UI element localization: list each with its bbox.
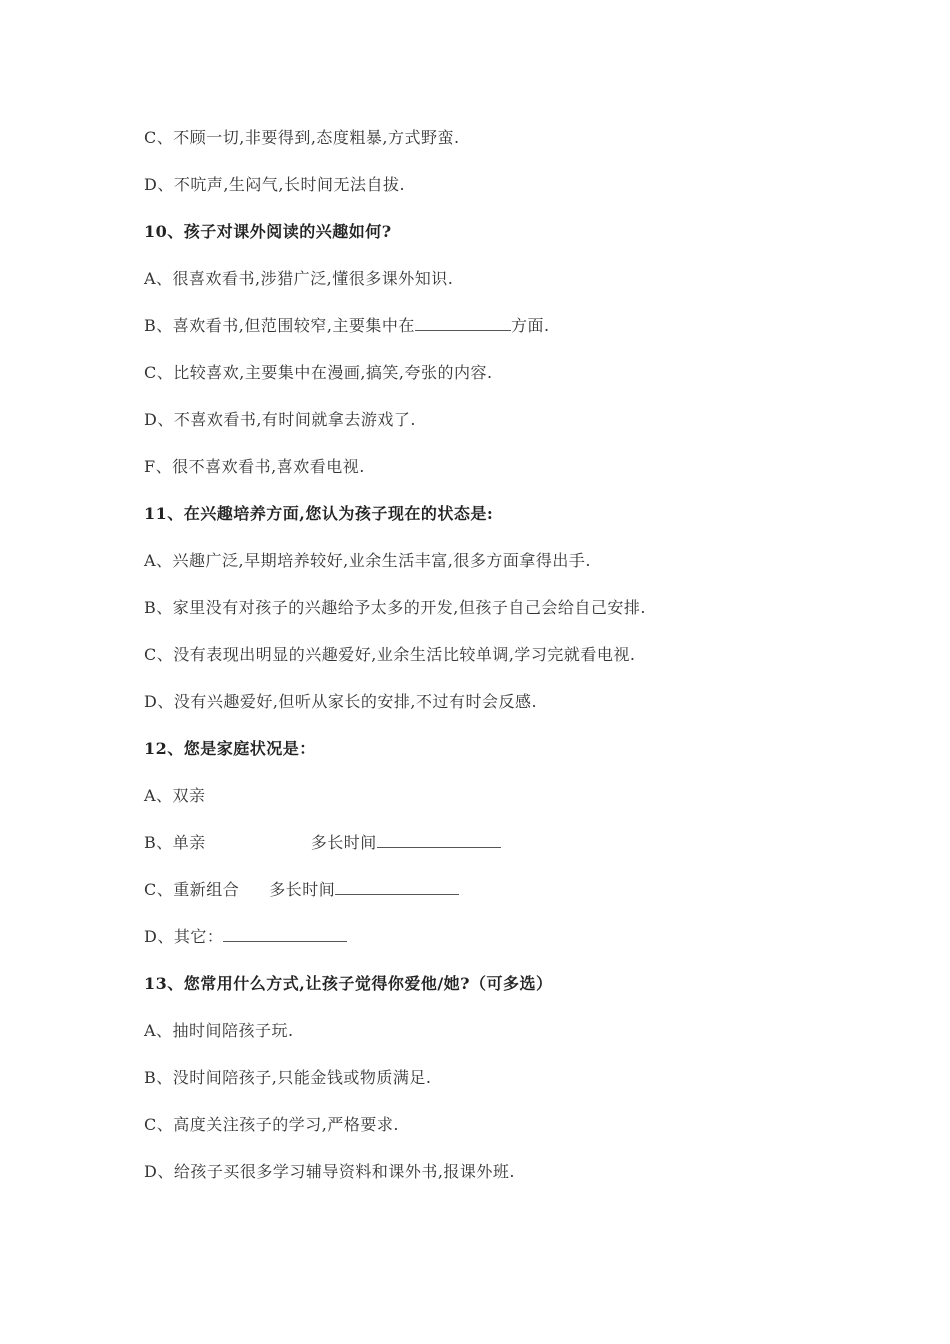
q10-option-b xyxy=(144,314,550,338)
q13-option-c: C、高度关注孩子的学习,严格要求. xyxy=(144,1115,399,1134)
q10-option-b-suffix: 方面. xyxy=(510,316,550,335)
q12-option-a: A、双亲 xyxy=(144,786,206,805)
q12-option-b-duration-label: 多长时间 xyxy=(310,833,377,852)
q11-option-c: C、没有表现出明显的兴趣爱好,业余生活比较单调,学习完就看电视. xyxy=(144,645,636,664)
q12-option-d xyxy=(144,925,347,949)
q9-option-d: D、不吭声,生闷气,长时间无法自拔. xyxy=(144,175,406,194)
q13-question: 13、您常用什么方式,让孩子觉得你爱他/她?（可多选） xyxy=(144,974,553,993)
q10-option-d: D、不喜欢看书,有时间就拿去游戏了. xyxy=(144,410,417,429)
q12-question: 12、您是家庭状况是： xyxy=(144,739,316,758)
q12-option-d-label: D、其它： xyxy=(144,927,224,946)
q10-option-f: F、很不喜欢看书,喜欢看电视. xyxy=(144,457,365,476)
q13-option-b: B、没时间陪孩子,只能金钱或物质满足. xyxy=(144,1068,432,1087)
q13-option-a: A、抽时间陪孩子玩. xyxy=(144,1021,294,1040)
q12-option-b-blank[interactable] xyxy=(377,831,501,848)
q12-option-c-duration-label: 多长时间 xyxy=(269,880,336,899)
q12-option-b xyxy=(144,831,501,855)
q9-option-c: C、不顾一切,非要得到,态度粗暴,方式野蛮. xyxy=(144,128,460,147)
q12-option-b-label: B、单亲 xyxy=(144,833,206,852)
q10-option-b-blank[interactable] xyxy=(415,314,511,331)
q12-option-c-label: C、重新组合 xyxy=(144,880,240,899)
q12-option-c-blank[interactable] xyxy=(335,878,459,895)
q10-option-c: C、比较喜欢,主要集中在漫画,搞笑,夸张的内容. xyxy=(144,363,493,382)
q10-option-a: A、很喜欢看书,涉猎广泛,懂很多课外知识. xyxy=(144,269,454,288)
q11-option-d: D、没有兴趣爱好,但听从家长的安排,不过有时会反感. xyxy=(144,692,538,711)
q11-question: 11、在兴趣培养方面,您认为孩子现在的状态是: xyxy=(144,504,494,523)
q10-question: 10、孩子对课外阅读的兴趣如何? xyxy=(144,222,392,241)
q11-option-a: A、兴趣广泛,早期培养较好,业余生活丰富,很多方面拿得出手. xyxy=(144,551,591,570)
q10-option-b-prefix: B、喜欢看书,但范围较窄,主要集中在 xyxy=(144,316,415,335)
q11-option-b: B、家里没有对孩子的兴趣给予太多的开发,但孩子自己会给自己安排. xyxy=(144,598,646,617)
q12-option-d-blank[interactable] xyxy=(223,925,347,942)
q13-option-d: D、给孩子买很多学习辅导资料和课外书,报课外班. xyxy=(144,1162,516,1181)
q12-option-c xyxy=(144,878,459,902)
